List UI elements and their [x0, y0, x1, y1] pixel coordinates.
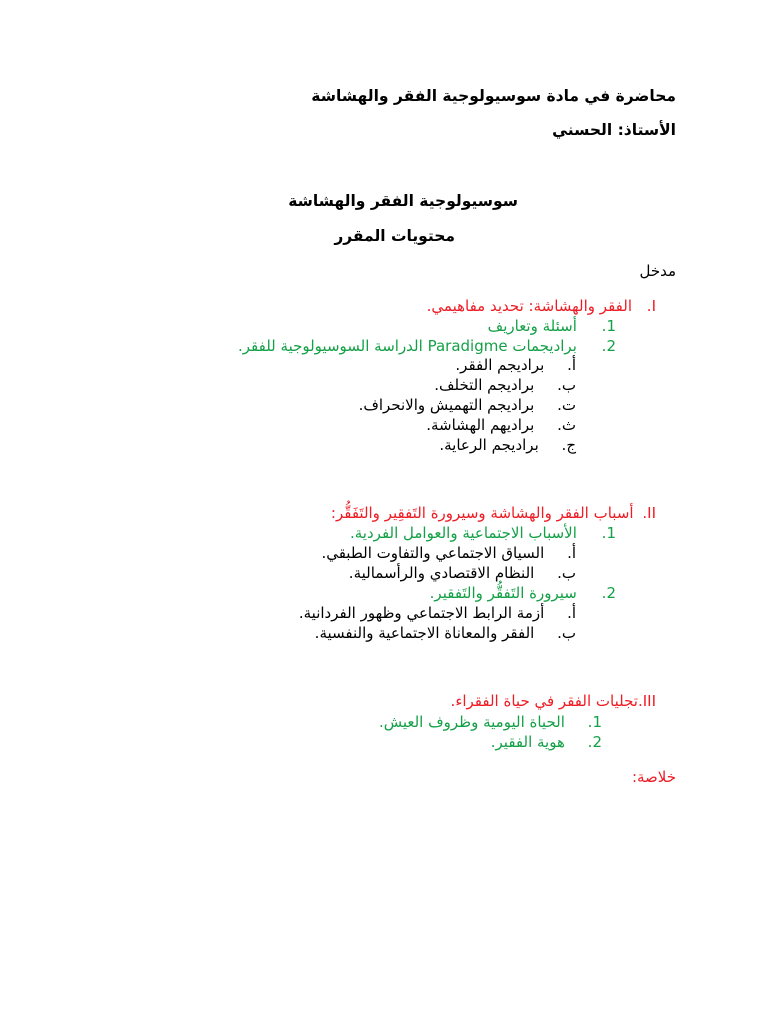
- professor-name-text: الأستاذ: الحسني: [552, 121, 676, 139]
- section-1-item-1-label: أسئلة وتعاريف: [487, 317, 577, 335]
- section-1-item-1-marker: 1.: [601, 317, 616, 335]
- section-3-item-2: [491, 732, 602, 752]
- section-3-item-2-label: هوية الفقير.: [490, 733, 565, 751]
- subitem-marker: ث.: [557, 416, 576, 434]
- subitem-label: الفقر والمعاناة الاجتماعية والنفسية.: [314, 624, 535, 642]
- conclusion-label: [632, 767, 676, 787]
- section-3-item-1-label: الحياة اليومية وظروف العيش.: [378, 713, 565, 731]
- section-2-item-1: [350, 523, 616, 543]
- subitem-marker: ج.: [561, 436, 576, 454]
- section-1-heading: [427, 296, 656, 316]
- intro-label-text: مدخل: [639, 262, 676, 280]
- subitem-label: السياق الاجتماعي والتفاوت الطبقي.: [321, 544, 545, 562]
- section-1-subitem-2: [434, 375, 576, 395]
- section-2-marker: II.: [642, 504, 656, 522]
- subitem-label: براديجم الرعاية.: [439, 436, 539, 454]
- section-3-item-2-marker: 2.: [587, 733, 602, 751]
- subitem-label: براديجم التخلف.: [434, 376, 535, 394]
- section-2-item-1-sub-1: [321, 543, 576, 563]
- subitem-marker: ب.: [557, 624, 576, 642]
- conclusion-text: خلاصة:: [631, 768, 676, 786]
- document-title-text: محاضرة في مادة سوسيولوجية الفقر والهشاشة: [311, 87, 676, 105]
- subitem-marker: أ.: [567, 356, 576, 374]
- professor-name: [552, 120, 676, 140]
- subitem-label: براديجم الفقر.: [455, 356, 545, 374]
- section-2-heading: [331, 503, 656, 523]
- subitem-marker: أ.: [567, 544, 576, 562]
- subitem-marker: ت.: [557, 396, 576, 414]
- course-title: [288, 191, 518, 211]
- subitem-marker: أ.: [567, 604, 576, 622]
- section-3-heading: [451, 691, 656, 711]
- section-2-title: أسباب الفقر والهشاشة وسيرورة التَفقِير والتَفَقُّر:: [330, 504, 634, 522]
- subitem-label: براديجم التهميش والانحراف.: [358, 396, 535, 414]
- section-2-item-1-label: الأسباب الاجتماعية والعوامل الفردية.: [350, 524, 577, 542]
- section-2-item-2: [430, 583, 616, 603]
- section-1-item-2-label-after: الدراسة السوسيولوجية للفقر.: [238, 337, 423, 355]
- section-2-item-2-sub-2: [315, 623, 576, 643]
- section-1-item-2-label: [238, 337, 577, 355]
- section-1-item-2: [238, 336, 616, 356]
- section-1-subitem-5: [439, 435, 576, 455]
- section-1-item-2-marker: 2.: [601, 337, 616, 355]
- section-2-item-2-label: سيرورة التَفقُّر والتَفقير.: [429, 584, 577, 602]
- section-1-title: الفقر والهشاشة: تحديد مفاهيمي.: [426, 297, 632, 315]
- intro-label: [639, 261, 676, 281]
- section-2-item-2-sub-1: [299, 603, 576, 623]
- section-3-item-1: [379, 712, 602, 732]
- section-2-item-1-marker: 1.: [601, 524, 616, 542]
- contents-heading-text: محتويات المقرر: [334, 227, 455, 245]
- section-3-marker: III.: [637, 692, 656, 710]
- section-1-marker: I.: [646, 297, 656, 315]
- course-title-text: سوسيولوجية الفقر والهشاشة: [288, 192, 518, 210]
- section-2-item-1-sub-2: [349, 563, 576, 583]
- section-1-item-1: [488, 316, 616, 336]
- contents-heading: [334, 226, 455, 246]
- subitem-marker: ب.: [557, 564, 576, 582]
- subitem-label: أزمة الرابط الاجتماعي وظهور الفردانية.: [298, 604, 545, 622]
- subitem-label: النظام الاقتصادي والرأسمالية.: [348, 564, 535, 582]
- section-3-item-1-marker: 1.: [587, 713, 602, 731]
- document-title: [311, 86, 676, 106]
- section-1-item-2-latin: Paradigme: [427, 337, 508, 355]
- subitem-marker: ب.: [557, 376, 576, 394]
- subitem-label: براديهم الهشاشة.: [426, 416, 535, 434]
- section-1-subitem-3: [359, 395, 576, 415]
- section-1-subitem-1: [455, 355, 576, 375]
- section-3-title: تجليات الفقر في حياة الفقراء.: [450, 692, 638, 710]
- section-1-subitem-4: [426, 415, 576, 435]
- section-2-item-2-marker: 2.: [601, 584, 616, 602]
- section-1-item-2-label-before: براديجمات: [512, 337, 577, 355]
